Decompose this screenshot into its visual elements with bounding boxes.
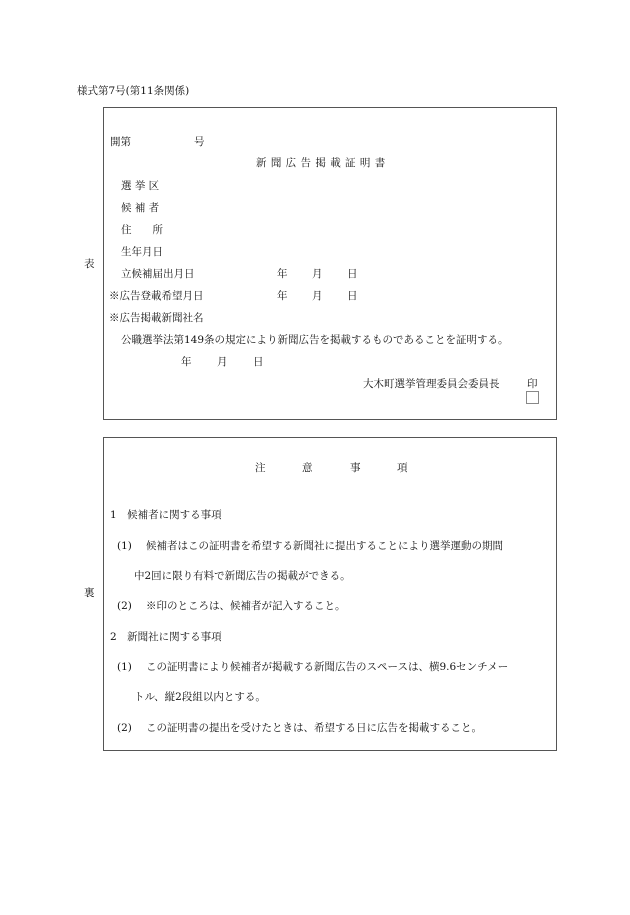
section2-item2-number: (2) <box>117 722 132 734</box>
section2-title: 2 新聞社に関する事項 <box>110 631 222 643</box>
section1-item2-number: (2) <box>117 600 132 612</box>
notes-heading-char-1: 注 <box>255 462 266 474</box>
front-side-label: 表 <box>84 258 95 270</box>
election-district-label: 選 挙 区 <box>121 180 160 192</box>
section1-title: 1 候補者に関する事項 <box>110 509 222 521</box>
certification-date-day: 日 <box>253 356 264 368</box>
notes-heading-char-3: 事 <box>350 462 361 474</box>
certificate-heading: 新 聞 広 告 掲 載 証 明 書 <box>256 157 386 169</box>
filing-date-year: 年 <box>277 268 288 280</box>
section2-item1-line2: トル、縦2段組以内とする。 <box>134 691 266 703</box>
notes-heading-char-4: 項 <box>397 462 408 474</box>
section1-item2-text: ※印のところは、候補者が記入すること。 <box>146 600 346 612</box>
candidate-label: 候 補 者 <box>121 202 160 214</box>
issue-number-prefix: 開第 <box>110 136 131 148</box>
issue-number-suffix: 号 <box>194 136 205 148</box>
desired-date-label: ※広告登載希望月日 <box>109 290 204 302</box>
birth-date-label: 生年月日 <box>121 246 163 258</box>
section2-item1-number: (1) <box>117 661 132 673</box>
section1-item1-number: (1) <box>117 540 132 552</box>
address-label: 住 所 <box>121 224 163 236</box>
certification-date-year: 年 <box>181 356 192 368</box>
front-certificate-box <box>103 107 557 420</box>
back-side-label: 裏 <box>84 587 95 599</box>
desired-date-year: 年 <box>277 290 288 302</box>
certification-date-month: 月 <box>217 356 228 368</box>
filing-date-label: 立候補届出月日 <box>121 268 195 280</box>
section2-item1-line1: この証明書により候補者が掲載する新聞広告のスペースは、横9.6センチメー <box>146 661 509 673</box>
notes-heading-char-2: 意 <box>302 462 313 474</box>
form-title: 様式第7号(第11条関係) <box>77 85 190 97</box>
seal-stamp-box <box>526 391 539 404</box>
section2-item2-text: この証明書の提出を受けたときは、希望する日に広告を掲載すること。 <box>146 722 482 734</box>
filing-date-day: 日 <box>347 268 358 280</box>
certification-text: 公職選挙法第149条の規定により新聞広告を掲載するものであることを証明する。 <box>121 334 509 346</box>
section1-item1-line2: 中2回に限り有料で新聞広告の掲載ができる。 <box>134 570 351 582</box>
desired-date-month: 月 <box>312 290 323 302</box>
section1-item1-line1: 候補者はこの証明書を希望する新聞社に提出することにより選挙運動の期間 <box>146 540 503 552</box>
newspaper-name-label: ※広告掲載新聞社名 <box>109 312 204 324</box>
back-notes-box <box>103 437 557 751</box>
desired-date-day: 日 <box>347 290 358 302</box>
filing-date-month: 月 <box>312 268 323 280</box>
seal-label: 印 <box>527 378 538 390</box>
signatory-title: 大木町選挙管理委員会委員長 <box>363 378 500 390</box>
